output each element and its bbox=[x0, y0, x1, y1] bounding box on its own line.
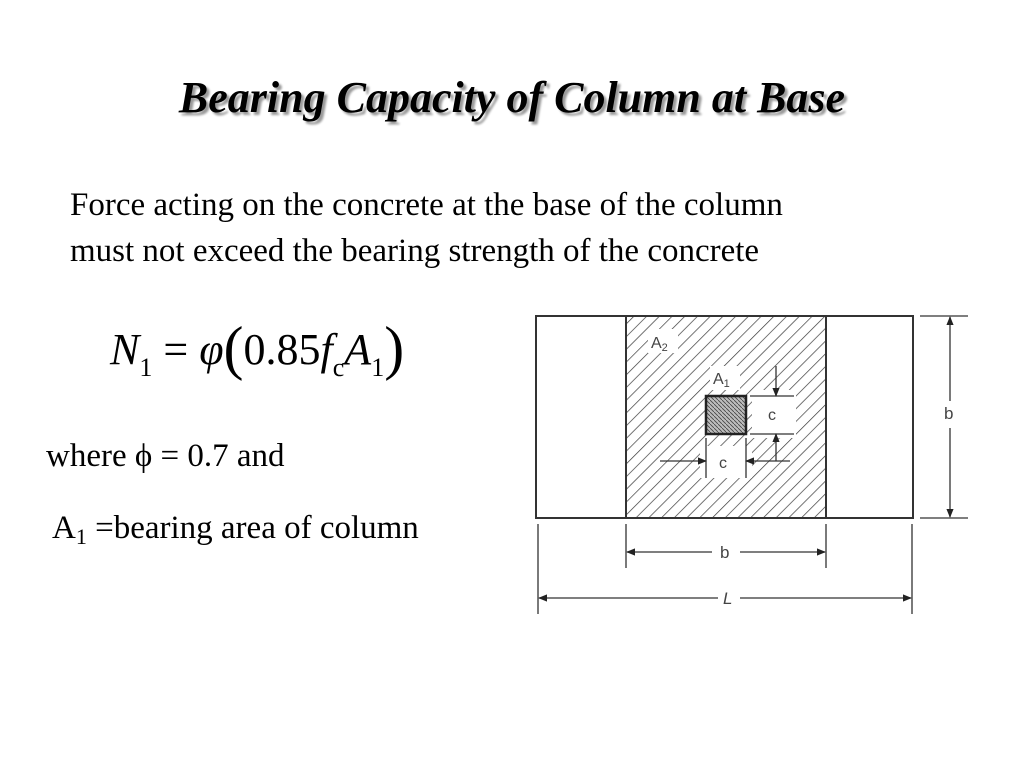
b-right-label: b bbox=[944, 404, 954, 423]
column-a1 bbox=[706, 396, 746, 434]
a2-label: A2 bbox=[651, 335, 668, 354]
where-clause: where ϕ = 0.7 and bbox=[46, 438, 285, 474]
slide-title: Bearing Capacity of Column at Base bbox=[178, 73, 846, 122]
bearing-diagram bbox=[450, 296, 1015, 626]
a1-label: A1 bbox=[713, 371, 730, 390]
eq-lhs: N bbox=[110, 325, 140, 374]
eq-phi: φ bbox=[199, 325, 224, 374]
bearing-diagram-svg bbox=[450, 296, 1015, 626]
eq-equals: = bbox=[163, 325, 189, 374]
eq-area: A bbox=[344, 325, 372, 374]
eq-close-paren: ) bbox=[384, 315, 405, 381]
eq-f: f bbox=[320, 325, 333, 374]
eq-area-sub: 1 bbox=[371, 353, 385, 382]
eq-open-paren: ( bbox=[223, 315, 244, 381]
c-vertical-label: c bbox=[768, 407, 776, 424]
area-symbol: A bbox=[52, 510, 76, 546]
area-symbol-sub: 1 bbox=[75, 524, 87, 549]
bearing-equation bbox=[110, 310, 404, 380]
eq-coef: 0.85 bbox=[243, 325, 321, 374]
l-label: L bbox=[723, 589, 733, 608]
c-horizontal-label: c bbox=[719, 455, 727, 472]
b-bottom-label: b bbox=[720, 543, 730, 562]
area-definition bbox=[52, 510, 419, 547]
intro-text bbox=[70, 182, 970, 274]
intro-line-1: Force acting on the concrete at the base of the column bbox=[70, 187, 783, 223]
area-text: =bearing area of column bbox=[86, 510, 419, 546]
eq-lhs-sub: 1 bbox=[139, 353, 153, 382]
eq-f-sub: c bbox=[332, 353, 345, 382]
intro-line-2: must not exceed the bearing strength of the concrete bbox=[70, 233, 760, 269]
